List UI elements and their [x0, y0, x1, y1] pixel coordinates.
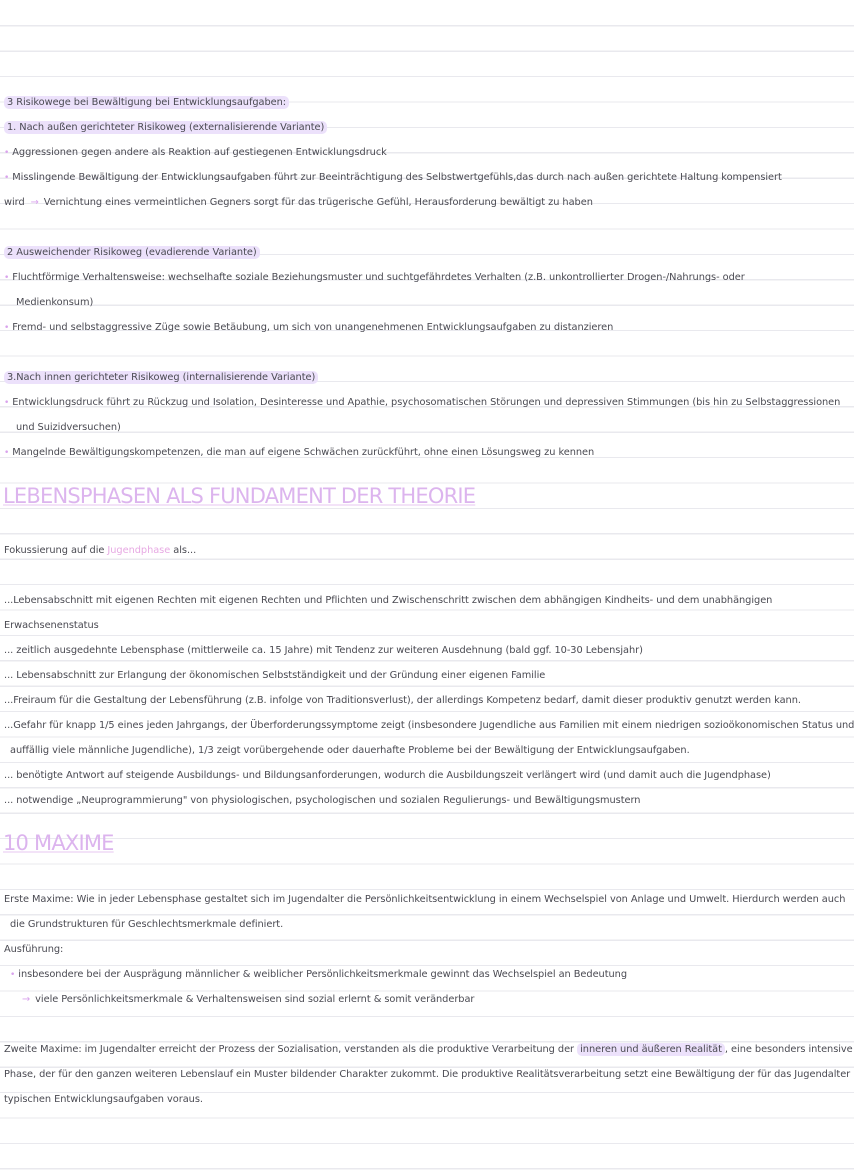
risk-way-2-bullet-2: • Fremd- und selbstaggressive Züge sowie Betäubung, um sich von unangenehmenen Entwicklungsaufgaben zu distanzieren: [4, 322, 614, 333]
bullet-dot-icon: •: [4, 448, 10, 458]
maxime-1: Erste Maxime: Wie in jeder Lebensphase gestaltet sich im Jugendalter die Persönlichkeitsentwicklung in einem Wechselspiel von Anlage und Umwelt. Hierdurch werden auch: [4, 894, 846, 905]
phases-item-5-cont: auffällig viele männliche Jugendliche), 1/3 zeigt vorübergehende oder dauerhafte Probleme bei der Bewältigung der Entwicklungsaufgaben.: [10, 745, 690, 756]
risk-heading: 3 Risikowege bei Bewältigung bei Entwicklungsaufgaben:: [0, 90, 828, 115]
arrow-right-icon: →: [22, 994, 31, 1005]
bullet-dot-icon: •: [4, 398, 10, 408]
risk-way-2-title: 2 Ausweichender Risikoweg (evadierende Variante): [0, 240, 828, 265]
risk-way-2-bullet-1: • Fluchtförmige Verhaltensweise: wechselhafte soziale Beziehungsmuster und suchtgefährdetes Verhalten (z.B. unkontrollierter Drogen-/Nahrungs- oder: [4, 272, 745, 283]
phases-item-6: ... benötigte Antwort auf steigende Ausbildungs- und Bildungsanforderungen, wodurch die Ausbildungszeit verlängert wird (und damit auch die Jugendphase): [4, 770, 771, 781]
arrow-right-icon: →: [30, 197, 39, 208]
risk-way-3-bullet-1: • Entwicklungsdruck führt zu Rückzug und Isolation, Desinteresse und Apathie, psychosomatischen Störungen und depressiven Stimmungen (bis hin zu Selbstaggressionen: [4, 397, 841, 408]
bullet-dot-icon: •: [4, 273, 10, 283]
maxime-1-cont: die Grundstrukturen für Geschlechtsmerkmale definiert.: [10, 919, 284, 930]
phases-item-5: ...Gefahr für knapp 1/5 eines jeden Jahrgangs, der Überforderungssymptome zeigt (insbesondere Jugendliche aus Familien mit einem niedrigen sozioökonomischen Status und: [4, 720, 854, 731]
phases-item-1: ...Lebensabschnitt mit eigenen Rechten mit eigenen Rechten und Pflichten und Zwischenschritt zwischen dem abhängigen Kindheits- und dem unabhängigen: [4, 595, 773, 606]
phases-item-4: ...Freiraum für die Gestaltung der Lebensführung (z.B. infolge von Traditionsverlust), der allerdings Kompetenz bedarf, damit dieser produktiv genutzt werden kann.: [4, 695, 801, 706]
risk-way-1-bullet-2: • Misslingende Bewältigung der Entwicklungsaufgaben führt zur Beeinträchtigung des Selbstwertgefühls,das durch nach außen gerichtete Haltung kompensiert: [4, 172, 782, 183]
risk-way-1-bullet-1: • Aggressionen gegen andere als Reaktion auf gestiegenen Entwicklungsdruck: [4, 147, 387, 158]
phases-item-2: ... zeitlich ausgedehnte Lebensphase (mittlerweile ca. 15 Jahre) mit Tendenz zur weiteren Ausdehnung (bald ggf. 10-30 Lebensjahr): [4, 645, 643, 656]
maxime-execution-bullet-1: • insbesondere bei der Ausprägung männlicher & weiblicher Persönlichkeitsmerkmale gewinnt das Wechselspiel an Bedeutung: [10, 969, 627, 980]
bullet-dot-icon: •: [4, 148, 10, 158]
maxime-heading: 10 MAXIME: [3, 831, 114, 855]
risk-way-3-bullet-1-cont: und Suizidversuchen): [16, 422, 121, 433]
bullet-dot-icon: •: [4, 323, 10, 333]
maxime-2-cont-1: Phase, der für den ganzen weiteren Lebenslauf ein Muster bildender Charakter zukommt. Die produktive Realitätsverarbeitung setzt eine Bewältigung der für das Jugendalter: [4, 1069, 851, 1080]
risk-way-1-bullet-2-cont: wird → Vernichtung eines vermeintlichen Gegners sorgt für das trügerische Gefühl, Herausforderung bewältigt zu haben: [4, 197, 593, 208]
phases-item-3: ... Lebensabschnitt zur Erlangung der ökonomischen Selbstständigkeit und der Gründung einer eigenen Familie: [4, 670, 546, 681]
maxime-execution-bullet-2: → viele Persönlichkeitsmerkmale & Verhaltensweisen sind sozial erlernt & somit veränderbar: [22, 994, 475, 1005]
risk-way-2-bullet-1-cont: Medienkonsum): [16, 297, 94, 308]
risk-way-1-title: 1. Nach außen gerichteter Risikoweg (externalisierende Variante): [0, 115, 828, 140]
phases-item-1-cont: Erwachsenenstatus: [4, 620, 99, 631]
maxime-2-cont-2: typischen Entwicklungsaufgaben voraus.: [4, 1094, 203, 1105]
phases-focus: Fokussierung auf die Jugendphase als...: [4, 545, 197, 556]
bullet-dot-icon: •: [4, 173, 10, 183]
bullet-dot-icon: •: [10, 970, 16, 980]
risk-way-3-title: 3.Nach innen gerichteter Risikoweg (internalisierende Variante): [0, 365, 828, 390]
phases-heading: LEBENSPHASEN ALS FUNDAMENT DER THEORIE: [3, 484, 476, 508]
risk-way-3-bullet-2: • Mangelnde Bewältigungskompetenzen, die man auf eigene Schwächen zurückführt, ohne einen Lösungsweg zu kennen: [4, 447, 595, 458]
maxime-2: Zweite Maxime: im Jugendalter erreicht der Prozess der Sozialisation, verstanden als die produktive Verarbeitung der inneren und äußeren Realität , eine besonders intensive: [4, 1044, 853, 1055]
phases-item-7: ... notwendige „Neuprogrammierung" von physiologischen, psychologischen und sozialen Regulierungs- und Bewältigungsmustern: [4, 795, 641, 806]
maxime-execution-label: Ausführung:: [4, 944, 64, 955]
